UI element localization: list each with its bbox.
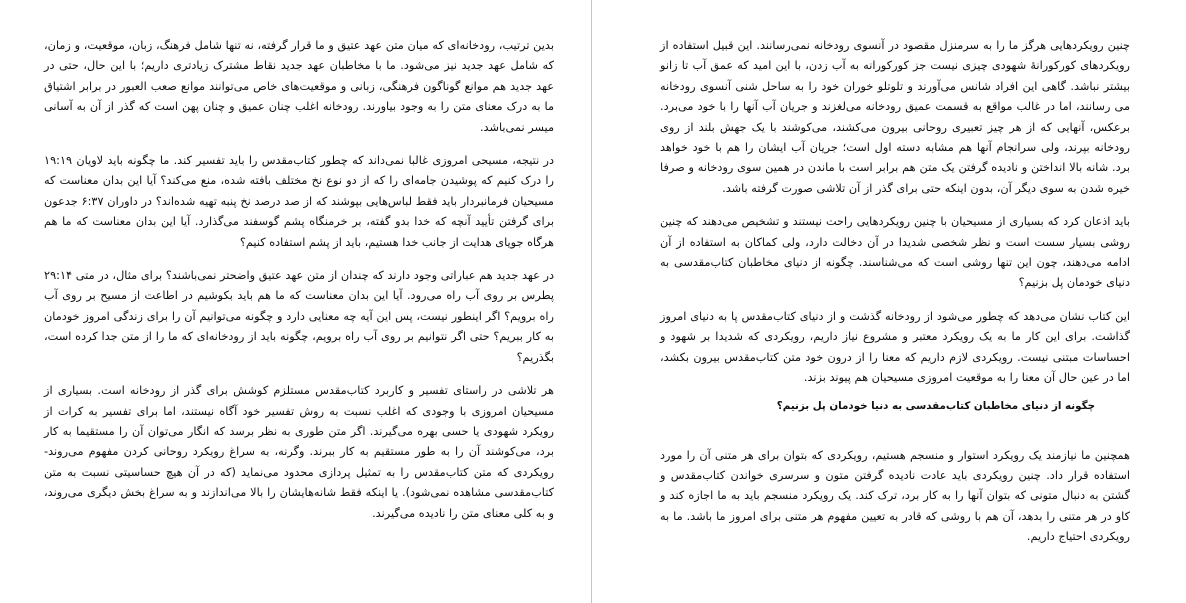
paragraph: بدین ترتیب، رودخانه‌ای که میان متن عهد عتیق و ما قرار گرفته، نه تنها شامل فرهنگ، زبان، موقعیت، و زمان، که شامل عهد جدید نیز می‌شود. ما با مخاطبان عهد جدید نقاط مشترک زیادتری داریم؛ با این حال، حتی در عهد جدید هم موانع گوناگون فرهنگی، زبانی و موقعیت‌های خاص می‌توانند موانع صعب العبور در برابر اشتیاق ما به درک معنای متن را به وجود بیاورند. رودخانه اغلب چنان عمیق و چنان پهن است که گذر از آن به آسانی میسر نمی‌باشد. <box>44 39 554 134</box>
paragraph: هر تلاشی در راستای تفسیر و کاربرد کتاب‌مقدس مستلزم کوشش برای گذر از رودخانه است. بسیاری از مسیحیان امروزی با وجودی که اغلب نسبت به روش تفسیر خود آگاه نیستند، اما برای تفسیر به کرات از رویکرد شهودی یا حسی بهره می‌گیرند. اگر متن طوری به نظر برسد که انگار می‌توان آن را مستقیما به کار برد، می‌کوشند آن را به طور مستقیم به کار ببرند. وگرنه، به سراغ رویکرد روحانی کردن مفهوم می‌روند- رویکردی که متن کتاب‌مقدس را به تمثیل پردازی محدود می‌نماید (که در آن هیچ حساسیتی نسبت به متن کتاب‌مقدسی مشاهده نمی‌شود). یا اینکه فقط شانه‌هایشان را بالا می‌اندازند و به سراغ بخش دیگری می‌روند، و به کلی معنای متن را نادیده می‌گیرند. <box>44 384 554 520</box>
paragraph: همچنین ما نیازمند یک رویکرد استوار و منسجم هستیم، رویکردی که بتوان برای هر متنی آن را مورد استفاده قرار داد. چنین رویکردی باید عادت نادیده گرفتن متون و سرسری خواندن کتاب‌مقدس و گشتن به دنبال متونی که بتوان آنها را به کار برد، ترک کند. یک رویکرد منسجم باید به ما اجازه کند و کاو در هر متنی را بدهد، آن هم با روشی که قادر به تعیین مفهوم هر متنی برای امروز ما باشد. ما به رویکردی احتیاج داریم. <box>660 448 1130 544</box>
paragraph: در عهد جدید هم عباراتی وجود دارند که چندان از متن عهد عتیق واضحتر نمی‌باشند؟ برای مثال، در متی ۲۹:۱۴ پطرس بر روی آب راه می‌رود. آیا این بدان معناست که ما هم باید بکوشیم در اطاعت از مسیح بر روی آب راه برویم؟ اگر اینطور نیست، پس این آیه چه معنایی دارد و چگونه می‌توانیم آن را برای زندگی امروز خودمان به کار ببریم؟ حتی اگر نتوانیم بر روی آب راه برویم، چگونه باید از رودخانه‌ای که ما را از متن جدا کرده است، بگذریم؟ <box>44 269 554 364</box>
page-divider <box>591 0 592 603</box>
paragraph: این کتاب نشان می‌دهد که چطور می‌شود از رودخانه گذشت و از دنیای کتاب‌مقدس پا به دنیای امروز گذاشت. برای این کار ما به یک رویکرد معتبر و مشروع نیاز داریم، رویکردی که شدیدا بر شهود و احساسات مبتنی نیست. رویکردی لازم داریم که معنا را از درون خود متن کتاب‌مقدس بیرون بکشد، اما در عین حال آن معنا را به موقعیت امروزی مسیحیان هم پیوند بزند. <box>660 309 1130 385</box>
right-page <box>660 36 1130 561</box>
paragraph: در نتیجه، مسیحی امروزی غالبا نمی‌داند که چطور کتاب‌مقدس را باید تفسیر کند. ما چگونه باید لاویان ۱۹:۱۹ را درک کنیم که پوشیدن جامه‌ای را که از دو نوع نخ مختلف بافته شده، منع می‌کند؟ آیا این بدان معناست که مسیحیان فرمانبردار باید فقط لباس‌هایی بپوشند که از صد درصد نخ پنبه تهیه شده‌اند؟ در داوران ۶:۳۷ جدعون برای گرفتن تأیید آنچه که خدا بدو گفته، بر خرمنگاه پشم گوسفند می‌گذارد. آیا این بدان معناست که ما هم هرگاه جویای هدایت از جانب خدا هستیم، باید از پشم استفاده کنیم؟ <box>44 154 554 249</box>
left-page <box>44 36 554 537</box>
paragraph: باید اذعان کرد که بسیاری از مسیحیان با چنین رویکردهایی راحت نیستند و تشخیص می‌دهند که چنین روشی بسیار سست است و نظر شخصی شدیدا در آن دخالت دارد، ولی کماکان به استفاده از آن ادامه می‌دهند، چون این تنها روشی است که می‌شناسند. چگونه از دنیای مخاطبان کتاب‌مقدسی به دنیای خودمان پل بزنیم؟ <box>660 215 1130 290</box>
section-heading: چگونه از دنیای مخاطبان کتاب‌مقدسی به دنیا خودمان پل بزنیم؟ <box>776 399 1095 412</box>
paragraph: چنین رویکردهایی هرگز ما را به سرمنزل مقصود در آنسوی رودخانه نمی‌رسانند. این قبیل استفاده از رویکردهای کورکورانهٔ شهودی چیزی نیست جز کورکورانه به آب زدن، با این امید که عمق آب تا زانو بیشتر نباشد. گاهی این افراد شانس می‌آورند و تلوتلو خوران خود را به ساحل شنی آنسوی رودخانه می رسانند، اما در غالب مواقع به قسمت عمیق رودخانه می‌لغزند و جریان آب آنها را با خود می‌برد. برعکس، آنهایی که از هر چیز تعبیری روحانی بیرون می‌کشند، می‌کوشند با یک جهش بلند از روی رودخانه بپرند، ولی سرانجام آنها هم مشابه دسته اول است؛ جریان آب ایشان را هم با خود خواهد برد. شانه بالا انداختن و نادیده گرفتن یک متن هم برابر است با ماندن در همین سوی رودخانه و صرفا خیره شدن به سوی دیگر آن، بدون اینکه حتی برای گذر از آن تلاشی صورت گرفته باشد. <box>660 39 1130 195</box>
